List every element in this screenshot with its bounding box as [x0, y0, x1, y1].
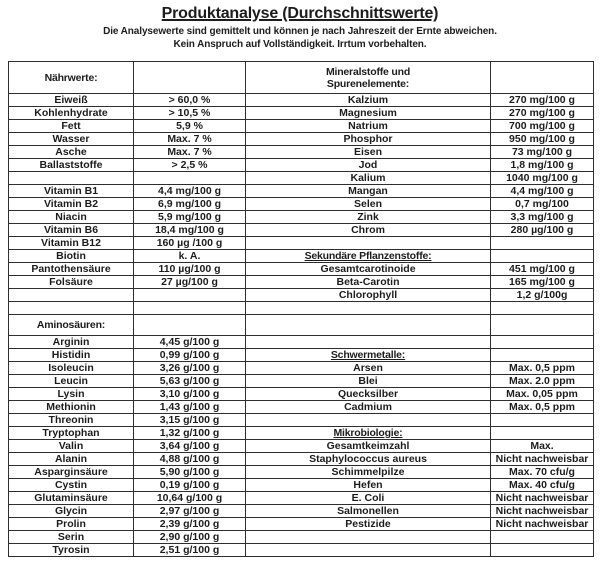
item-label-cell: Phosphor	[246, 133, 491, 146]
item-label-cell: Threonin	[9, 414, 134, 427]
item-value-cell: 0,19 g/100 g	[134, 479, 246, 492]
empty-cell	[9, 172, 134, 185]
table-row	[9, 94, 594, 107]
item-value-cell: 700 mg/100 g	[491, 120, 594, 133]
item-value-cell: 1,43 g/100 g	[134, 401, 246, 414]
empty-cell	[491, 336, 594, 349]
table-row	[9, 531, 594, 544]
item-label-cell: Mangan	[246, 185, 491, 198]
item-label-cell: Jod	[246, 159, 491, 172]
item-value-cell: 4,88 g/100 g	[134, 453, 246, 466]
mineralstoffe-header-line-1: Mineralstoffe und	[325, 65, 411, 78]
item-value-cell: 3,3 mg/100 g	[491, 211, 594, 224]
table-row	[9, 349, 594, 362]
item-label-cell: Lysin	[9, 388, 134, 401]
table-row	[9, 315, 594, 336]
naehrwerte-header-label: Nährwerte:	[44, 71, 98, 84]
item-value-cell: Nicht nachweisbar	[491, 505, 594, 518]
mineralstoffe-header-cell	[246, 62, 491, 94]
table-row	[9, 388, 594, 401]
empty-cell	[491, 544, 594, 557]
item-label-cell: Ballaststoffe	[9, 159, 134, 172]
analysis-table	[8, 61, 594, 557]
table-row	[9, 479, 594, 492]
item-value-cell: > 10,5 %	[134, 107, 246, 120]
item-value-cell: 280 µg/100 g	[491, 224, 594, 237]
empty-cell	[134, 172, 246, 185]
item-value-cell: 0,7 mg/100	[491, 198, 594, 211]
item-label-cell: Vitamin B6	[9, 224, 134, 237]
item-label-cell: Magnesium	[246, 107, 491, 120]
item-value-cell: 5,90 g/100 g	[134, 466, 246, 479]
item-label-cell: Methionin	[9, 401, 134, 414]
table-row	[9, 289, 594, 302]
item-value-cell: Max. 2.0 ppm	[491, 375, 594, 388]
item-label-cell: Biotin	[9, 250, 134, 263]
item-label-cell: Vitamin B12	[9, 237, 134, 250]
item-value-cell: > 60,0 %	[134, 94, 246, 107]
empty-cell	[491, 414, 594, 427]
item-label-cell: Vitamin B1	[9, 185, 134, 198]
item-value-cell: Nicht nachweisbar	[491, 492, 594, 505]
item-value-cell: 2,97 g/100 g	[134, 505, 246, 518]
item-value-cell: 4,4 mg/100 g	[491, 185, 594, 198]
empty-cell	[246, 414, 491, 427]
table-row	[9, 198, 594, 211]
table-row	[9, 518, 594, 531]
subtitle-line-2: Kein Anspruch auf Vollständigkeit. Irrtum vorbehalten.	[173, 39, 427, 50]
empty-cell	[9, 302, 134, 315]
item-value-cell: 110 µg/100 g	[134, 263, 246, 276]
table-main-header-row	[9, 62, 594, 94]
item-value-cell: 73 mg/100 g	[491, 146, 594, 159]
analysis-table-body	[9, 62, 594, 557]
item-value-cell: Max. 7 %	[134, 146, 246, 159]
empty-cell	[491, 237, 594, 250]
table-row	[9, 414, 594, 427]
table-row	[9, 440, 594, 453]
item-label-cell: Salmonellen	[246, 505, 491, 518]
item-value-cell: Max. 0,5 ppm	[491, 401, 594, 414]
empty-cell	[9, 289, 134, 302]
item-value-cell: 451 mg/100 g	[491, 263, 594, 276]
table-row	[9, 172, 594, 185]
item-value-cell: 160 µg /100 g	[134, 237, 246, 250]
item-label-cell: E. Coli	[246, 492, 491, 505]
item-label-cell: Cadmium	[246, 401, 491, 414]
item-label-cell: Vitamin B2	[9, 198, 134, 211]
item-label-cell: Tryptophan	[9, 427, 134, 440]
table-row	[9, 336, 594, 349]
empty-cell	[134, 315, 246, 336]
empty-cell	[246, 531, 491, 544]
item-label-cell: Pestizide	[246, 518, 491, 531]
item-label-cell: Arginin	[9, 336, 134, 349]
mineralstoffe-header-line-2: Spurenelemente:	[326, 77, 410, 90]
item-label-cell: Leucin	[9, 375, 134, 388]
item-label-cell: Beta-Carotin	[246, 276, 491, 289]
item-value-cell: 270 mg/100 g	[491, 94, 594, 107]
item-value-cell: 6,9 mg/100 g	[134, 198, 246, 211]
item-value-cell: 1040 mg/100 g	[491, 172, 594, 185]
table-row	[9, 466, 594, 479]
table-row	[9, 302, 594, 315]
item-value-cell: Max. 7 %	[134, 133, 246, 146]
item-value-cell: 3,10 g/100 g	[134, 388, 246, 401]
empty-cell	[134, 289, 246, 302]
item-label-cell: Cystin	[9, 479, 134, 492]
item-label-cell: Fett	[9, 120, 134, 133]
item-label-cell: Wasser	[9, 133, 134, 146]
item-label-cell: Kohlenhydrate	[9, 107, 134, 120]
table-row	[9, 120, 594, 133]
item-value-cell: > 2,5 %	[134, 159, 246, 172]
item-value-cell: 5,9 %	[134, 120, 246, 133]
item-value-cell: 950 mg/100 g	[491, 133, 594, 146]
item-label-cell: Chlorophyll	[246, 289, 491, 302]
item-value-cell: 3,15 g/100 g	[134, 414, 246, 427]
table-row	[9, 146, 594, 159]
empty-cell	[491, 315, 594, 336]
item-value-cell: 1,32 g/100 g	[134, 427, 246, 440]
section-header-cell: Mikrobiologie:	[246, 427, 491, 440]
table-row	[9, 263, 594, 276]
document-page	[0, 5, 600, 557]
item-value-cell: 10,64 g/100 g	[134, 492, 246, 505]
item-label-cell: Eiweiß	[9, 94, 134, 107]
item-value-cell: 1,8 mg/100 g	[491, 159, 594, 172]
item-value-cell: 3,26 g/100 g	[134, 362, 246, 375]
item-value-cell: Max. 0,05 ppm	[491, 388, 594, 401]
table-row	[9, 544, 594, 557]
empty-cell	[246, 544, 491, 557]
table-row	[9, 107, 594, 120]
item-value-cell: 27 µg/100 g	[134, 276, 246, 289]
item-label-cell: Histidin	[9, 349, 134, 362]
item-value-cell: Max. 70 cfu/g	[491, 466, 594, 479]
table-row	[9, 237, 594, 250]
item-label-cell: Pantothensäure	[9, 263, 134, 276]
table-row	[9, 159, 594, 172]
item-label-cell: Asparginsäure	[9, 466, 134, 479]
item-value-cell: 4,45 g/100 g	[134, 336, 246, 349]
empty-cell	[134, 302, 246, 315]
item-label-cell: Kalium	[246, 172, 491, 185]
page-title: Produktanalyse (Durchschnittswerte)	[161, 5, 439, 22]
item-label-cell: Gesamtcarotinoide	[246, 263, 491, 276]
table-row	[9, 276, 594, 289]
item-label-cell: Hefen	[246, 479, 491, 492]
item-value-cell: k. A.	[134, 250, 246, 263]
item-value-cell: 5,63 g/100 g	[134, 375, 246, 388]
item-value-cell: Max.	[491, 440, 594, 453]
table-row	[9, 362, 594, 375]
item-value-cell: Max. 40 cfu/g	[491, 479, 594, 492]
item-label-cell: Quecksilber	[246, 388, 491, 401]
table-row	[9, 224, 594, 237]
empty-cell	[491, 62, 594, 94]
item-label-cell: Prolin	[9, 518, 134, 531]
table-row	[9, 505, 594, 518]
item-label-cell: Blei	[246, 375, 491, 388]
item-label-cell: Staphylococcus aureus	[246, 453, 491, 466]
item-label-cell: Alanin	[9, 453, 134, 466]
item-value-cell: 2,39 g/100 g	[134, 518, 246, 531]
item-label-cell: Arsen	[246, 362, 491, 375]
item-value-cell: 4,4 mg/100 g	[134, 185, 246, 198]
empty-cell	[246, 237, 491, 250]
empty-cell	[491, 531, 594, 544]
item-value-cell: 1,2 g/100g	[491, 289, 594, 302]
item-value-cell: 18,4 mg/100 g	[134, 224, 246, 237]
item-label-cell: Zink	[246, 211, 491, 224]
item-label-cell: Glycin	[9, 505, 134, 518]
item-value-cell: Max. 0,5 ppm	[491, 362, 594, 375]
item-label-cell: Asche	[9, 146, 134, 159]
item-label-cell: Tyrosin	[9, 544, 134, 557]
empty-cell	[134, 62, 246, 94]
naehrwerte-header-cell	[9, 62, 134, 94]
empty-cell	[246, 315, 491, 336]
item-value-cell: 2,51 g/100 g	[134, 544, 246, 557]
item-label-cell: Gesamtkeimzahl	[246, 440, 491, 453]
item-label-cell: Eisen	[246, 146, 491, 159]
table-row	[9, 492, 594, 505]
section-header-cell: Schwermetalle:	[246, 349, 491, 362]
empty-cell	[491, 427, 594, 440]
table-row	[9, 185, 594, 198]
item-value-cell: Nicht nachweisbar	[491, 518, 594, 531]
item-value-cell: 165 mg/100 g	[491, 276, 594, 289]
item-value-cell: 2,90 g/100 g	[134, 531, 246, 544]
item-label-cell: Serin	[9, 531, 134, 544]
empty-cell	[246, 302, 491, 315]
item-value-cell: 0,99 g/100 g	[134, 349, 246, 362]
item-label-cell: Kalzium	[246, 94, 491, 107]
subtitle-line-1: Die Analysewerte sind gemittelt und können je nach Jahreszeit der Ernte abweichen.	[103, 26, 497, 37]
empty-cell	[491, 250, 594, 263]
section-header-cell: Aminosäuren:	[9, 315, 134, 336]
section-header-cell: Sekundäre Pflanzenstoffe:	[246, 250, 491, 263]
empty-cell	[491, 349, 594, 362]
table-row	[9, 453, 594, 466]
item-value-cell: 5,9 mg/100 g	[134, 211, 246, 224]
item-label-cell: Chrom	[246, 224, 491, 237]
item-label-cell: Schimmelpilze	[246, 466, 491, 479]
item-label-cell: Valin	[9, 440, 134, 453]
table-row	[9, 375, 594, 388]
table-row	[9, 401, 594, 414]
item-value-cell: 3,64 g/100 g	[134, 440, 246, 453]
item-label-cell: Niacin	[9, 211, 134, 224]
item-label-cell: Selen	[246, 198, 491, 211]
item-label-cell: Natrium	[246, 120, 491, 133]
item-label-cell: Folsäure	[9, 276, 134, 289]
table-row	[9, 211, 594, 224]
empty-cell	[491, 302, 594, 315]
item-value-cell: 270 mg/100 g	[491, 107, 594, 120]
item-label-cell: Glutaminsäure	[9, 492, 134, 505]
empty-cell	[246, 336, 491, 349]
table-row	[9, 427, 594, 440]
item-value-cell: Nicht nachweisbar	[491, 453, 594, 466]
item-label-cell: Isoleucin	[9, 362, 134, 375]
table-row	[9, 133, 594, 146]
table-row	[9, 250, 594, 263]
